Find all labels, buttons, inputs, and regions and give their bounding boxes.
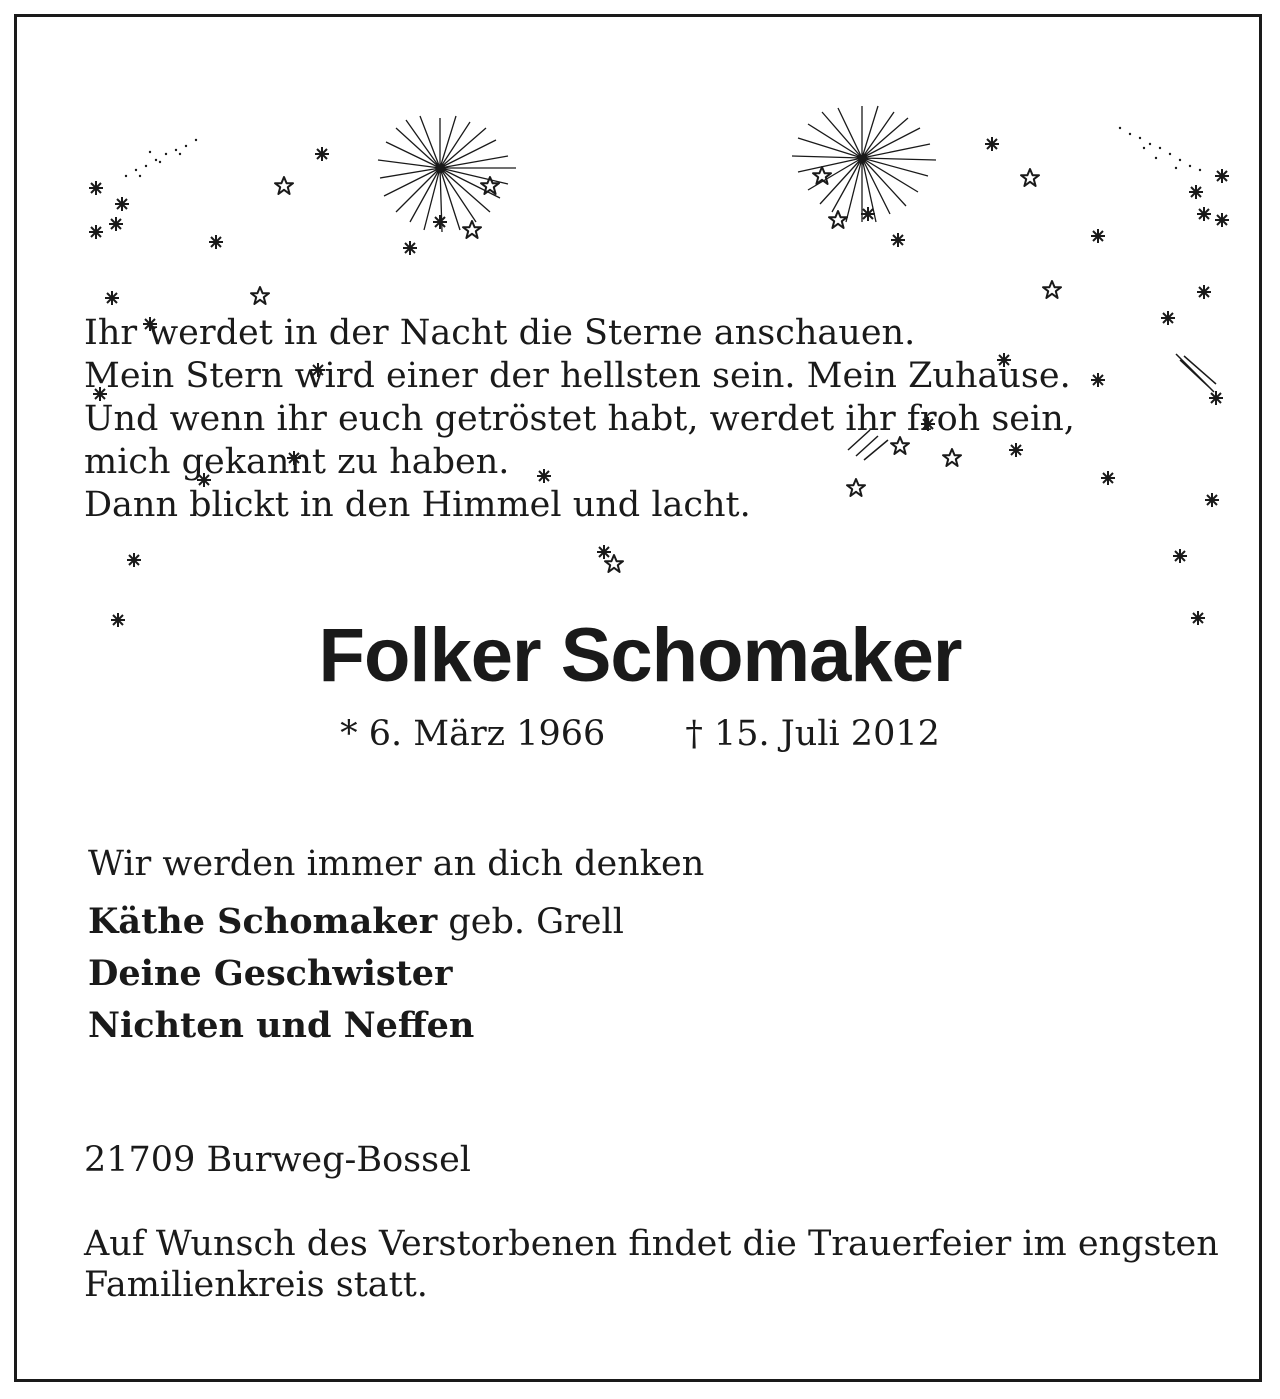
firework-burst-icon — [378, 116, 516, 232]
funeral-note: Auf Wunsch des Verstorbenen findet die Trauerfeier im engsten Familienkreis statt. — [84, 1224, 1219, 1305]
shooting-star-icon — [125, 139, 197, 177]
mourners-block — [88, 842, 704, 1056]
poem-line: Mein Stern wird einer der hellsten sein. Mein Zuhause. — [84, 356, 1071, 396]
life-dates — [0, 712, 1280, 756]
mourners-intro: Wir werden immer an dich denken — [88, 844, 705, 884]
mourner-name: Käthe Schomaker — [88, 901, 438, 942]
poem-line: mich gekannt zu haben. — [84, 442, 510, 482]
poem-line: Dann blickt in den Himmel und lacht. — [84, 485, 751, 525]
place-line: 21709 Burweg-Bossel — [84, 1140, 471, 1180]
poem-line: Ihr werdet in der Nacht die Sterne anschauen. — [84, 313, 916, 353]
firework-burst-icon — [792, 106, 936, 222]
birth-date: * 6. März 1966 — [340, 714, 606, 754]
mourner-entry: Nichten und Neffen — [88, 1005, 475, 1046]
death-date: † 15. Juli 2012 — [685, 714, 940, 754]
mourner-entry — [88, 900, 704, 952]
deceased-name: Folker Schomaker — [318, 613, 962, 698]
mourner-maiden-name: geb. Grell — [437, 902, 624, 942]
shooting-star-icon — [1119, 127, 1201, 171]
mourner-entry: Deine Geschwister — [88, 953, 453, 994]
poem-line: Und wenn ihr euch getröstet habt, werdet ihr froh sein, — [84, 399, 1075, 439]
memorial-poem — [84, 312, 1204, 527]
